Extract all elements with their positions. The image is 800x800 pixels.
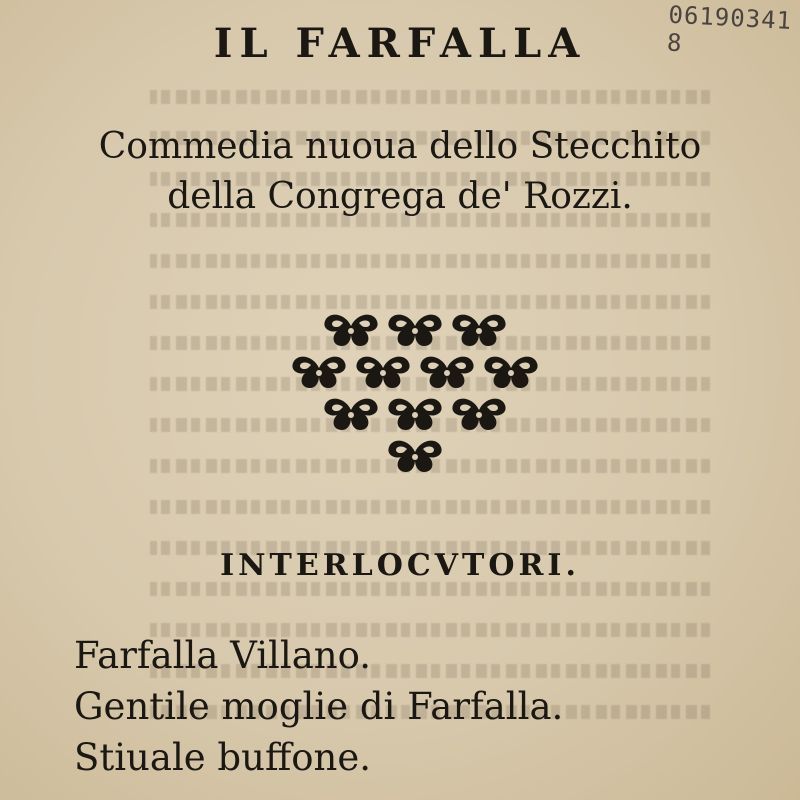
- fleuron-ornament-icon: [280, 308, 550, 478]
- subtitle-line-2: della Congrega de' Rozzi.: [167, 176, 633, 217]
- fleuron-glyph: [324, 399, 377, 430]
- interlocutors-heading: INTERLOCVTORI.: [220, 548, 580, 583]
- fleuron-glyph: [388, 315, 441, 346]
- cast-item-farfalla: Farfalla Villano.: [74, 634, 371, 677]
- subtitle: [0, 122, 800, 222]
- subtitle-line-1: Commedia nuoua dello Stecchito: [98, 126, 702, 167]
- fleuron-glyph: [356, 357, 409, 388]
- fleuron-glyph: [388, 441, 441, 472]
- handwritten-shelfmark: 06190341 8: [666, 0, 793, 58]
- cast-item-stiuale: Stiuale buffone.: [74, 736, 371, 779]
- page-title: IL FARFALLA: [213, 20, 587, 67]
- fleuron-glyph: [292, 357, 345, 388]
- fleuron-glyph: [388, 399, 441, 430]
- cast-list: [74, 630, 563, 783]
- fleuron-glyph: [452, 315, 505, 346]
- fleuron-glyph: [420, 357, 473, 388]
- fleuron-glyph: [484, 357, 537, 388]
- fleuron-glyph: [324, 315, 377, 346]
- fleuron-glyph: [452, 399, 505, 430]
- cast-item-gentile: Gentile moglie di Farfalla.: [74, 685, 564, 728]
